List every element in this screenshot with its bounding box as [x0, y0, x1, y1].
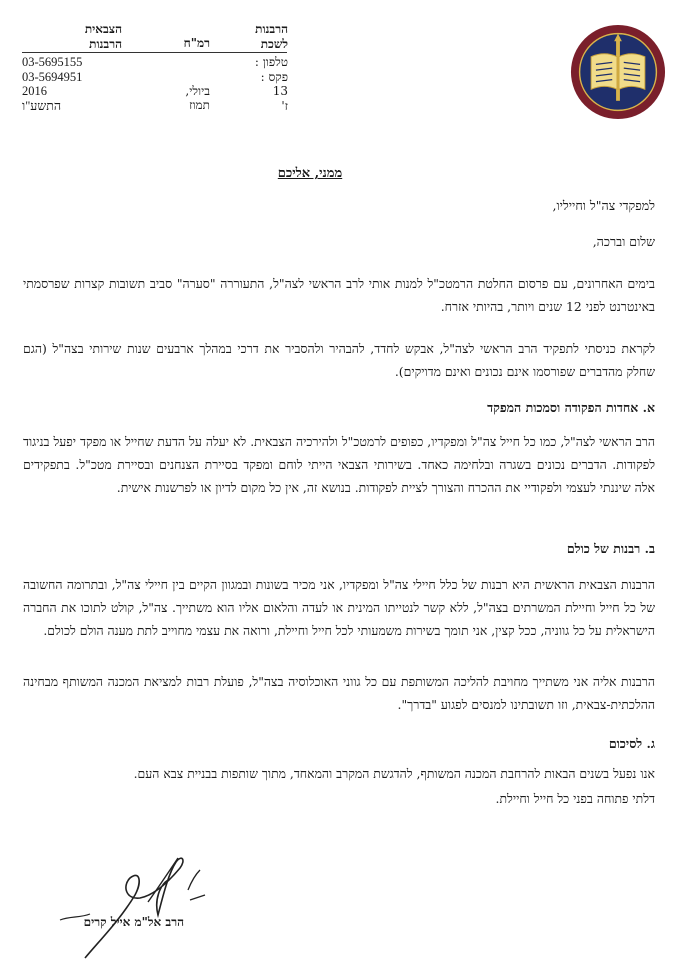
phone-number: 03-5695155 [22, 55, 83, 69]
paragraph-intro: בימים האחרונים, עם פרסום החלטת הרמטכ"ל למנות אותי לרב הראשי לצה"ל, התעוררה "סערה" סביב תשובות קצרות שפרסמתי באינטרנט לפני 12 שנים ויותר, בהיותי אזרח. [23, 276, 655, 314]
department-title: רמ"ח [183, 36, 210, 50]
paragraph-clarify: לקראת כניסתי לתפקיד הרב הראשי לצה"ל, אבקש לחדד, להבהיר ולהסביר את דרכי במהלך ארבעים שנות שירותי בצה"ל (הגם שחלק מהדברים שפורסמו אינם נכונים ואינם מדויקים). [23, 341, 655, 379]
header-mid-block [140, 22, 210, 113]
letter-addressee: למפקדי צה"ל וחייליו, [552, 198, 655, 213]
paragraph-common-ground: הרבנות אליה אני משתייך מחויבת להליכה המשותפת עם כל גווני האוכלוסיה בצה"ל, פועלת רבות למציאת המכנה המשותף מבחינה ההלכתית-צבאית, וזו תשובתינו למנסים לפגוע "בדרך". [23, 674, 655, 712]
fax-label: פקס : [260, 69, 288, 84]
military-rabbinate-emblem-icon [570, 24, 666, 120]
signatory-name: הרב אל"מ אייל קרים [83, 915, 184, 929]
hebrew-month: תמוז [189, 98, 210, 112]
fax-number: 03-5694951 [22, 69, 83, 84]
paragraph-chain-of-command: הרב הראשי לצה"ל, כמו כל חייל צה"ל ומפקדיו, כפופים לרמטכ"ל ולהירכיה הצבאית. לא יעלה על הדעת שחייל או מפקד יפעל בניגוד לפקודות. הדברים נכונים בשגרה ובלחימה כאחד. בשירותי הצבאי הייתי לוחם ומפקד בסיירת הצנחנים ובסיירת מטכ"ל. בתפקידים אלה שיננתי לעצמי ולפקודיי את ההכרח והצורך לציית לפקודות. בנושא זה, אין כל מקום לדיון או לפרשנות אישית. [23, 434, 655, 495]
unit-header-block [22, 22, 122, 113]
header-right-block [210, 22, 288, 113]
section-heading-a: א. אחדות הפקודה וסמכות המפקד [487, 400, 655, 415]
paragraph-open-door: דלתי פתוחה בפני כל חייל וחיילת. [495, 791, 655, 806]
office-title-line-1: הרבנות [255, 22, 288, 36]
office-title-line-2: לשכת [260, 36, 288, 51]
hebrew-day: ז' [281, 98, 288, 113]
gregorian-month: ביולי, [185, 83, 210, 98]
paragraph-summary: אנו נפעל בשנים הבאות להרחבת המכנה המשותף, להדגשת המקרב והמאחד, מתוך שותפות בבניית צבא העם. [133, 766, 655, 781]
phone-label: טלפון : [254, 55, 288, 69]
gregorian-year: 2016 [22, 84, 47, 98]
unit-title-line-1: הצבאית [84, 22, 122, 36]
gregorian-day: 13 [272, 84, 288, 98]
contact-values [22, 55, 122, 113]
section-heading-b: ב. רבנות של כולם [566, 541, 655, 556]
handwritten-signature [30, 840, 230, 960]
unit-title-line-2: הרבנות [89, 36, 122, 51]
letter-subject: ממני, אליכם [277, 166, 343, 181]
paragraph-rabbinate-for-all: הרבנות הצבאית הראשית היא רבנות של כלל חיילי צה"ל ומפקדיו, אני מכיר בשונות ובמגוון הקיים בין חיילי צה"ל, ובתרומה החשובה של כל חייל וחיילת המשרתים בצה"ל, ללא קשר לנטייתו המינית או לעדה והלאום אליו הוא משתייך. צה"ל, קולט לתוכו את החברה הישראלית על כל גווניה, ככל קצין, אני תומך בשירות משמעותי לכל חייל וחיילת, ורואה את עצמי מחוייב לתת מענה הולם לכולם. [23, 577, 655, 638]
letter-greeting: שלום וברכה, [592, 234, 655, 249]
section-heading-c: ג. לסיכום [608, 736, 655, 751]
hebrew-year: התשע"ו [22, 98, 62, 113]
